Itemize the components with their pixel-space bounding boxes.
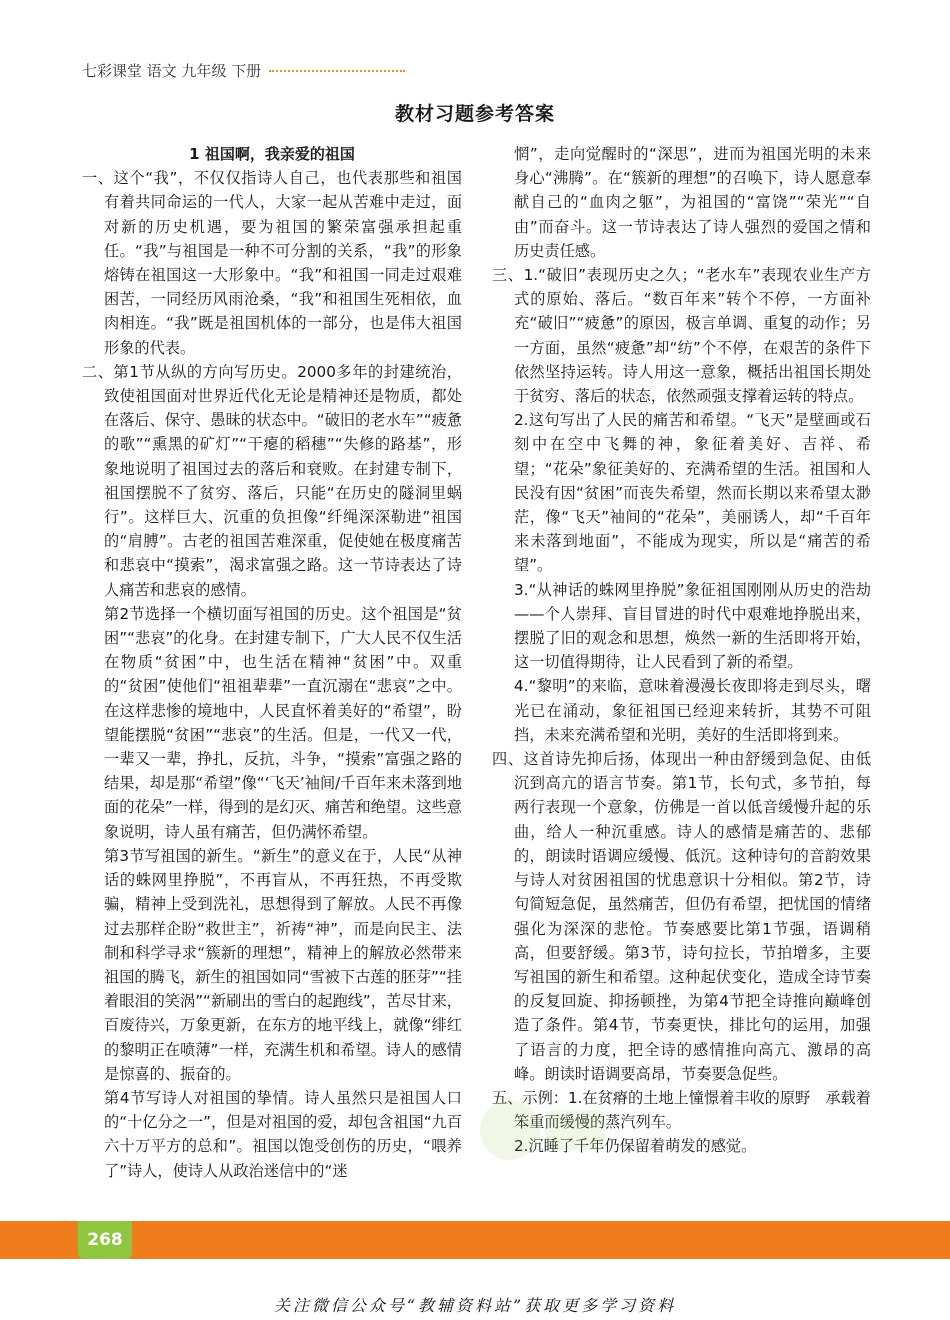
right-column: [492, 142, 871, 1159]
left-column: [82, 142, 462, 1183]
running-head-text: 七彩课堂 语文 九年级 下册: [82, 62, 262, 80]
left-paragraph: 二、第1节从纵的方向写历史。2000多年的封建统治，致使祖国面对世界近代化无论是精神还是物质，都处在落后、保守、愚昧的状态中。“破旧的老水车”“疲惫的歌”“熏黑的矿灯”“干瘪的稻穗”“失修的路基”，形象地说明了祖国过去的落后和衰败。在封建专制下，祖国摆脱不了贫穷、落后，只能“在历史的隧洞里蜗行”。这样巨大、沉重的负担像“纤绳深深勒进”祖国的“肩膊”。古老的祖国苦难深重，促使她在极度痛苦和悲哀中“摸索”，渴求富强之路。这一节诗表达了诗人痛苦和悲哀的感情。: [82, 362, 462, 599]
page-title: 教材习题参考答案: [394, 103, 555, 125]
right-paragraph: 2.沉睡了千年仍保留着萌发的感觉。: [514, 1137, 757, 1156]
running-head-dots: [269, 70, 405, 72]
footer-note: 关注微信公众号“教辅资料站”获取更多学习资料: [273, 1296, 677, 1315]
right-paragraph: 惘”，走向觉醒时的“深思”，进而为祖国光明的未来身心“沸腾”。在“簇新的理想”的召唤下，诗人愿意奉献自己的“血肉之躯”，为祖国的“富饶”“荣光”“自由”而奋斗。这一节诗表达了诗人强烈的爱国之情和历史责任感。: [514, 145, 871, 260]
right-paragraph: 3.“从神话的蛛网里挣脱”象征祖国刚刚从历史的浩劫——个人崇拜、盲目冒进的时代中艰难地挣脱出来，摆脱了旧的观念和思想，焕然一新的生活即将开始，这一切值得期待，让人民看到了新的希望。: [514, 580, 871, 672]
right-paragraph: 三、1.“破旧”表现历史之久；“老水车”表现农业生产方式的原始、落后。“数百年来”转个不停，一方面补充“破旧”“疲惫”的原因，极言单调、重复的动作；另一方面，虽然“疲惫”却“纺”个不停，在艰苦的条件下依然坚持运转。诗人用这一意象，概括出祖国长期处于贫穷、落后的状态，依然顽强支撑着运转的特点。: [492, 266, 871, 406]
left-paragraph: 第4节写诗人对祖国的挚情。诗人虽然只是祖国人口的“十亿分之一”，但是对祖国的爱，却包含祖国“九百六十万平方的总和”。祖国以饱受创伤的历史，“喂养了”诗人，使诗人从政治迷信中的“迷: [104, 1088, 462, 1180]
left-paragraph: 一、这个“我”，不仅仅指诗人自己，也代表那些和祖国有着共同命运的一代人，大家一起从苦难中走过，面对新的历史机遇，要为祖国的繁荣富强承担起重任。“我”与祖国是一种不可分割的关系，“我”的形象熔铸在祖国这一大形象中。“我”和祖国一同走过艰难困苦，一同经历风雨沧桑，“我”和祖国生死相依，血肉相连。“我”既是祖国机体的一部分，也是伟大祖国形象的代表。: [82, 169, 462, 357]
left-paragraph: 第3节写祖国的新生。“新生”的意义在于，人民“从神话的蛛网里挣脱”，不再盲从，不再狂热，不再受欺骗，精神上受到洗礼，思想得到了解放。人民不再像过去那样企盼“救世主”，祈祷“神”，而是向民主、法制和科学寻求“簇新的理想”，精神上的解放必然带来祖国的腾飞，新生的祖国如同“雪被下古莲的胚芽”“挂着眼泪的笑涡”“新刷出的雪白的起跑线”，苦尽甘来，百废待兴，万象更新，在东方的地平线上，就像“绯红的黎明正在喷薄”一样，充满生机和希望。诗人的感情是惊喜的、振奋的。: [104, 846, 462, 1083]
section-title: 1 祖国啊，我亲爱的祖国: [189, 145, 355, 163]
running-head: [82, 60, 482, 81]
right-paragraph: 四、这首诗先抑后扬，体现出一种由舒缓到急促、由低沉到高亢的语言节奏。第1节，长句式，多节拍，每两行表现一个意象，仿佛是一首以低音缓慢升起的乐曲，给人一种沉重感。诗人的感情是痛苦的、悲郁的，朗读时语调应缓慢、低沉。这种诗句的音韵效果与诗人对贫困祖国的忧患意识十分相似。第2节，诗句简短急促，虽然痛苦，但仍有希望，把忧国的情绪强化为深深的悲怆。节奏感要比第1节强，语调稍高，但要舒缓。第3节，诗句拉长，节拍增多，主要写祖国的新生和希望。这种起伏变化，造成全诗节奏的反复回旋、抑扬顿挫，为第4节把全诗推向巅峰创造了条件。第4节，节奏更快，排比句的运用，加强了语言的力度，把全诗的感情推向高亢、激昂的高峰。朗读时语调要高昂，节奏要急促些。: [492, 750, 871, 1083]
bottom-bar: [0, 1221, 950, 1259]
right-paragraph: 4.“黎明”的来临，意味着漫漫长夜即将走到尽头，曙光已在涌动，象征祖国已经迎来转折，其势不可阻挡，未来充满希望和光明，美好的生活即将到来。: [514, 677, 871, 744]
right-paragraph: 五、示例：1.在贫瘠的土地上憧憬着丰收的原野 承载着笨重而缓慢的蒸汽列车。: [492, 1088, 871, 1132]
right-paragraph: 2.这句写出了人民的痛苦和希望。“飞天”是壁画或石刻中在空中飞舞的神，象征着美好、吉祥、希望；“花朵”象征美好的、充满希望的生活。祖国和人民没有因“贫困”而丧失希望，然而长期以来希望太渺茫，像“飞天”袖间的“花朵”，美丽诱人，却“千百年来未落到地面”，不能成为现实，所以是“痛苦的希望”。: [514, 411, 871, 575]
left-paragraph: 第2节选择一个横切面写祖国的历史。这个祖国是“贫困”“悲哀”的化身。在封建专制下，广大人民不仅生活在物质“贫困”中，也生活在精神“贫困”中。双重的“贫困”使他们“祖祖辈辈”一直沉溺在“悲哀”之中。在这样悲惨的境地中，人民直怀着美好的“希望”，盼望能摆脱“贫困”“悲哀”的生活。但是，一代又一代，一辈又一辈，挣扎，反抗，斗争，“摸索”富强之路的结果，却是那“希望”像“‘飞天’袖间/千百年来未落到地面的花朵”一样，得到的是幻灭、痛苦和绝望。这些意象说明，诗人虽有痛苦，但仍满怀希望。: [104, 604, 462, 841]
page-number: 268: [78, 1221, 132, 1259]
